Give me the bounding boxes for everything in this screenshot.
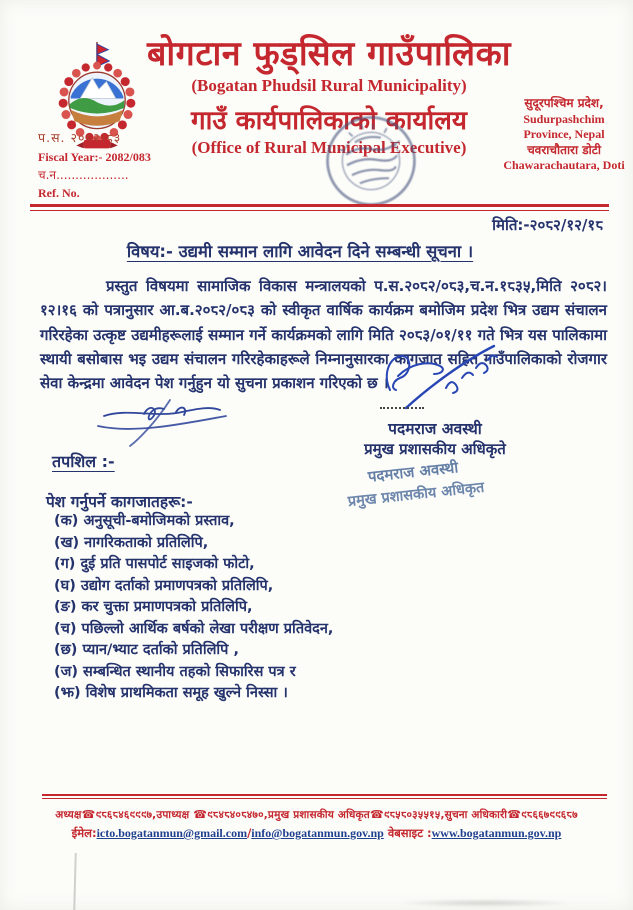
document-list-item: (छ) प्यान/भ्याट दर्ताको प्रतिलिपि , [54, 642, 239, 658]
contact-number: ९८४८४०८४७०, [207, 809, 268, 821]
scan-artifact-line [73, 853, 76, 910]
email-link-1: icto.bogatanmun@gmail.com [96, 826, 248, 840]
place-name-english: Chawarachautara, Doti [503, 158, 625, 173]
place-name-nepali: चवराचौतारा डोटी [527, 142, 601, 157]
phone-icon: ☎ [81, 808, 96, 821]
signature-dots [380, 407, 424, 409]
province-name-nepali: सुदूरपश्चिम प्रदेश, [524, 96, 604, 110]
signatory-stamp-title: प्रमुख प्रशासकीय अधिकृत [347, 479, 486, 511]
document-list-item: (घ) उद्योग दर्ताको प्रमाणपत्रको प्रतिलिपि, [54, 577, 274, 594]
municipality-name-nepali: बोगटान फुड्सिल गाउँपालिका [146, 34, 512, 74]
contact-number: ९८५८०३५५१५, [383, 809, 445, 821]
municipality-name-english: (Bogatan Phudsil Rural Municipality) [191, 75, 467, 95]
scan-artifact-smudge [400, 899, 570, 907]
subject-line: विषय:- उद्यमी सम्मान लागि आवेदन दिने सम्बन्धी सूचना । [126, 242, 474, 261]
province-name-english-2: Province, Nepal [523, 127, 605, 142]
address-block [498, 96, 630, 174]
ref-number-nepali: प.स. २०८२।८३ [38, 130, 122, 145]
office-name-english: (Office of Rural Municipal Executive) [191, 137, 467, 157]
office-name-nepali: गाउँ कार्यपालिकाको कार्यालय [191, 105, 467, 136]
header-divider [30, 204, 609, 211]
reference-block [38, 129, 188, 202]
tapasil-heading: तपशिल :- [52, 452, 115, 471]
footer-contacts [0, 808, 633, 822]
email-label: ईमेल: [71, 826, 97, 840]
email-separator: / [247, 826, 252, 840]
phone-icon: ☎ [507, 808, 522, 821]
document-list-item: (ज) सम्बन्धित स्थानीय तहको सिफारिस पत्र र [54, 663, 296, 680]
document-list-item: (च) पछिल्लो आर्थिक बर्षको लेखा परीक्षण प्रतिवेदन, [54, 620, 334, 637]
contact-label: प्रमुख प्रशासकीय अधिकृत [267, 809, 370, 821]
signatory-stamp-name: पदमराज अवस्थी [366, 458, 460, 486]
ref-no-label: Ref. No. [38, 185, 80, 200]
province-name-english-1: Sudurpashchim [523, 111, 605, 126]
footer-links [0, 826, 633, 841]
handwriting-scribble-icon [86, 388, 241, 448]
website-label: वेबसाइट : [387, 826, 432, 840]
document-list-item: (ङ) कर चुक्ता प्रमाणपत्रको प्रतिलिपि, [54, 599, 253, 615]
phone-icon: ☎ [193, 808, 208, 821]
documents-heading: पेश गर्नुपर्ने कागजातहरू:- [46, 493, 193, 511]
contact-label: अध्यक्ष [55, 809, 82, 821]
date-line: मिति:-२०८२/१२/१८ [492, 216, 603, 234]
document-list-item: (झ) विशेष प्राथमिकता समूह खुल्ने निस्सा । [54, 685, 288, 701]
document-list-item: (क) अनुसूची-बमोजिमको प्रस्ताव, [54, 513, 235, 529]
document-list [54, 514, 333, 708]
secondary-signature-ink [86, 388, 241, 448]
footer-divider [42, 794, 607, 799]
contact-number: ९८६८४६९९९७, [95, 809, 157, 821]
email-link-2: info@bogatanmun.gov.np [251, 826, 384, 840]
document-list-item: (ग) दुई प्रति पासपोर्ट साइजको फोटो, [54, 556, 255, 572]
document-list-item: (ख) नागरिकताको प्रतिलिपि, [54, 534, 209, 551]
website-link: www.bogatanmun.gov.np [431, 826, 562, 840]
fiscal-year-label: Fiscal Year:- 2082/083 [38, 149, 151, 164]
signatory-title: प्रमुख प्रशासकीय अधिकृते [364, 440, 506, 458]
phone-icon: ☎ [369, 808, 384, 821]
contact-label: उपाध्यक्ष [156, 809, 194, 821]
contact-number: ९८६६७९९६८७ [521, 809, 578, 821]
chalani-number-label: च.न................... [38, 167, 129, 182]
contact-label: सुचना अधिकारी [444, 809, 508, 821]
signatory-name: पदमराज अवस्थी [388, 420, 482, 438]
body-paragraph: प्रस्तुत विषयमा सामाजिक विकास मन्त्रालयको प.स.२०८२/०८३,च.न.१८३५,मिति २०८२।१२।१६ को पत्रानुसार आ.ब.२०८२/०८३ को स्वीकृत वार्षिक कार्यक्रम बमोजिम प्रदेश भित्र उद्यम संचालन गरिरहेका उत्कृष्ट उद्यमीहरूलाई सम्मान गर्ने कार्यक्रमको लागि मिति २०८३/०१/११ गते भित्र यस पालिकामा स्थायी बसोबास भइ उद्यम संचालन गरिरहेकाहरूले निम्नानुसारका कागजात सहित गाउँपालिकाको रोजगार सेवा केन्द्रमा आवेदन पेश गर्नुहुन यो सुचना प्रकाशन गरिएको छ । [40, 277, 607, 393]
